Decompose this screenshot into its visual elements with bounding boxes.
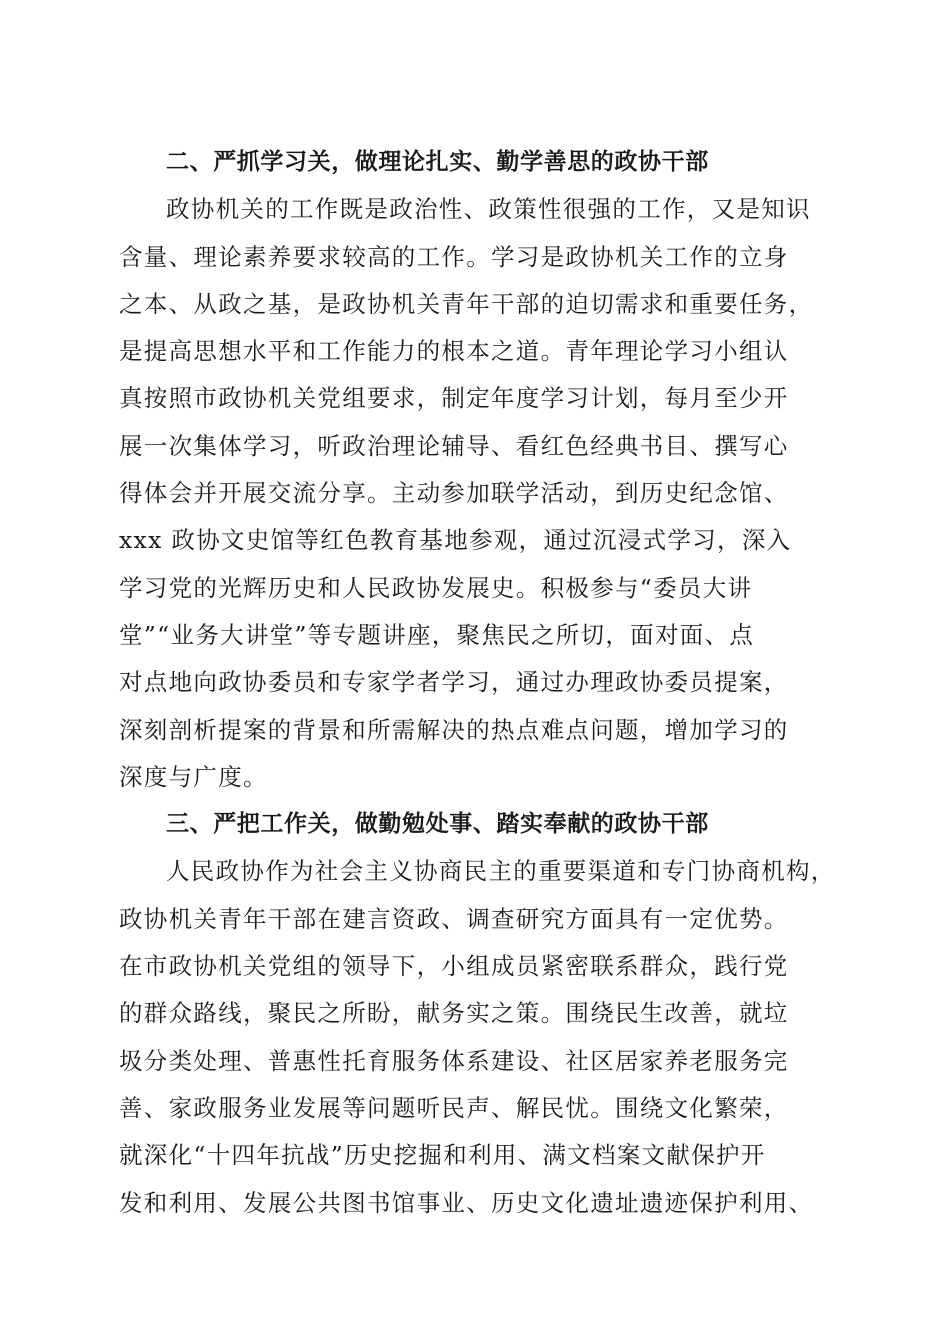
paragraph-line: 政协机关的工作既是政治性、政策性很强的工作，又是知识: [166, 195, 811, 224]
section-2-heading: 二、严抓学习关，做理论扎实、勤学善思的政协干部: [166, 149, 709, 175]
paragraph-line: 对点地向政协委员和专家学者学习，通过办理政协委员提案，: [119, 668, 789, 697]
paragraph-line: 真按照市政协机关党组要求，制定年度学习计划，每月至少开: [119, 384, 789, 413]
document-body: [119, 139, 839, 1227]
paragraph-line: 善、家政服务业发展等问题听民声、解民忧。围绕文化繁荣，: [119, 1093, 789, 1122]
paragraph-line: 政协机关青年干部在建言资政、调查研究方面具有一定优势。: [119, 904, 789, 933]
paragraph-line: 人民政协作为社会主义协商民主的重要渠道和专门协商机构，: [166, 857, 836, 886]
section-3-heading: 三、严把工作关，做勤勉处事、踏实奉献的政协干部: [166, 811, 709, 838]
paragraph-line: 深刻剖析提案的背景和所需解决的热点难点问题，增加学习的: [119, 715, 789, 744]
paragraph-line: 发和利用、发展公共图书馆事业、历史文化遗址遗迹保护利用、: [119, 1188, 814, 1217]
paragraph-line: 得体会并开展交流分享。主动参加联学活动，到历史纪念馆、: [119, 479, 789, 508]
paragraph-line: xxx 政协文史馆等红色教育基地参观，通过沉浸式学习，深入: [119, 526, 792, 555]
paragraph-line: 堂”“业务大讲堂”等专题讲座，聚焦民之所切，面对面、点: [119, 620, 755, 649]
section-2-paragraph: [119, 186, 839, 801]
paragraph-line: 在市政协机关党组的领导下，小组成员紧密联系群众，践行党: [119, 952, 789, 981]
section-3-paragraph: [119, 848, 839, 1226]
paragraph-line: 的群众路线，聚民之所盼，献务实之策。围绕民生改善，就垃: [119, 999, 789, 1028]
paragraph-line: 就深化“十四年抗战”历史挖掘和利用、满文档案文献保护开: [119, 1141, 766, 1170]
paragraph-line: 深度与广度。: [119, 762, 268, 791]
paragraph-line: 圾分类处理、普惠性托育服务体系建设、社区居家养老服务完: [119, 1046, 789, 1075]
paragraph-line: 是提高思想水平和工作能力的根本之道。青年理论学习小组认: [119, 337, 789, 366]
paragraph-line: 展一次集体学习，听政治理论辅导、看红色经典书目、撰写心: [119, 431, 789, 460]
paragraph-line: 之本、从政之基，是政协机关青年干部的迫切需求和重要任务，: [119, 289, 814, 318]
paragraph-line: 含量、理论素养要求较高的工作。学习是政协机关工作的立身: [119, 242, 789, 271]
paragraph-line: 学习党的光辉历史和人民政协发展史。积极参与“委员大讲: [119, 573, 753, 602]
